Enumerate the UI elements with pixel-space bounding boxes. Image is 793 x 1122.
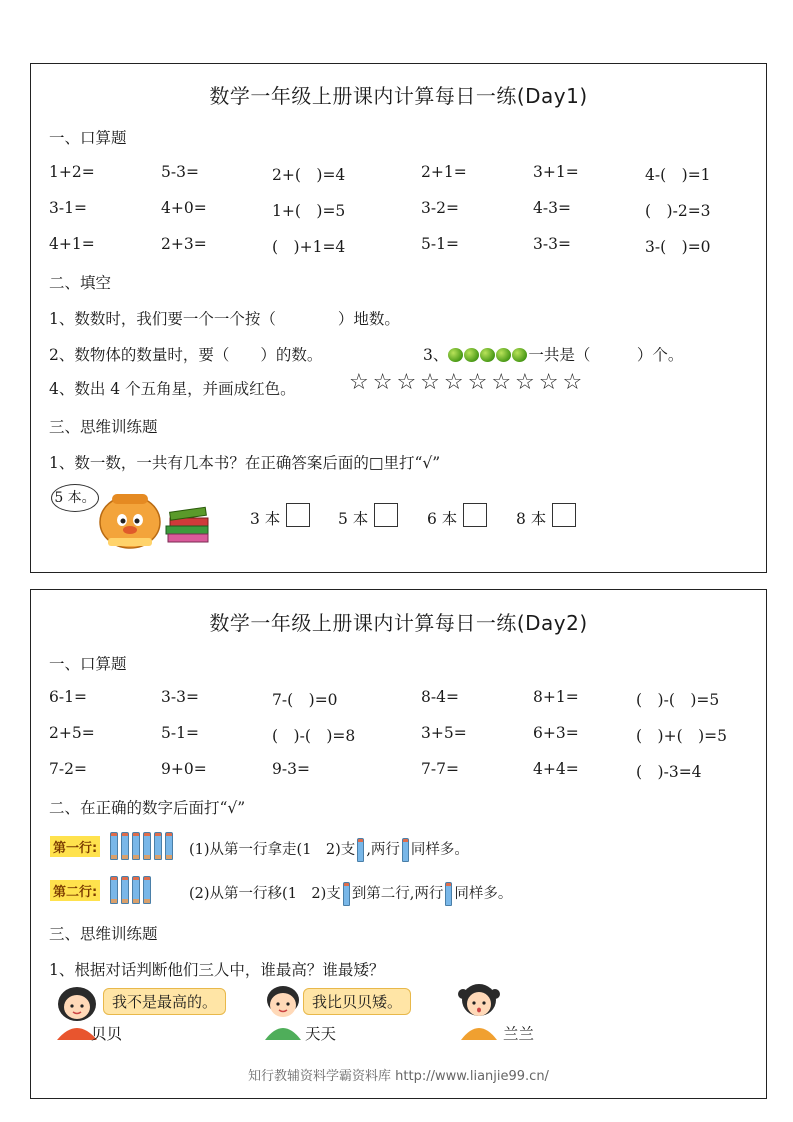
problem: 3+1= [533,163,579,181]
row-label-second: 第二行: [50,880,100,901]
problem: 3+5= [421,724,467,742]
section-heading: 三、思维训练题 [49,418,158,436]
answer-checkbox[interactable] [374,503,398,527]
problem: 4+0= [161,199,207,217]
problem: 7-7= [421,760,459,778]
problem: ( )-( )=5 [636,691,720,709]
q2-text-a: (2)从第一行移(1 2)支 [189,886,341,902]
problem: 5-3= [161,163,199,181]
footer-watermark: 知行教辅资料学霸资料库 http://www.lianjie99.cn/ [248,1069,549,1084]
fill-question-4: 4、数出 4 个五角星，并画成红色。 [49,380,296,398]
speech-bubble-text: 5 本。 [54,490,96,506]
problem: ( )+1=4 [272,238,346,256]
problem: 9-3= [272,760,310,778]
boy-tiantian-avatar [261,982,305,1040]
q1-text-b: ,两行 [366,842,400,858]
star-row-icon[interactable]: ☆☆☆☆☆☆☆☆☆☆ [349,370,587,395]
problem: 8+1= [533,688,579,706]
speech-bubble-tiantian: 我比贝贝矮。 [303,988,411,1015]
q2-text-b: 到第二行,两行 [351,886,444,902]
problem: ( )-( )=8 [272,727,356,745]
pencil-icon [402,838,409,862]
problem: 3-( )=0 [645,238,711,256]
problem: 3-2= [421,199,459,217]
problem: 4+1= [49,235,95,253]
fill-question-3-prefix: 3、 [423,346,449,364]
problem: 1+( )=5 [272,202,346,220]
problem: 6-1= [49,688,87,706]
problem: 3-3= [161,688,199,706]
pencil-icon [357,838,364,862]
backpack-and-books-illustration [86,488,216,550]
page-title: 数学一年级上册课内计算每日一练(Day2) [209,611,588,635]
problem: 1+2= [49,163,95,181]
fill-question-1: 1、数数时，我们要一个一个按（ ）地数。 [49,310,400,328]
name-beibei: 贝贝 [91,1025,123,1043]
thinking-question: 1、数一数，一共有几本书？在正确答案后面的□里打“√” [49,454,441,472]
problem: 4-3= [533,199,571,217]
section-heading: 二、填空 [49,274,112,292]
problem: 5-1= [421,235,459,253]
q2-text-c: 同样多。 [454,886,513,902]
option-label: 3 本 [250,510,281,528]
problem: 8-4= [421,688,459,706]
problem: 2+1= [421,163,467,181]
option-label: 6 本 [427,510,458,528]
girl-lanlan-avatar [455,980,503,1040]
answer-checkbox[interactable] [463,503,487,527]
fill-question-2: 2、数物体的数量时，要（ ）的数。 [49,346,323,364]
fill-question-3-suffix: 一共是（ ）个。 [528,346,684,364]
answer-checkbox[interactable] [552,503,576,527]
q1-text-a: (1)从第一行拿走(1 2)支 [189,842,356,858]
apples-icon [448,346,528,364]
q1-text-c: 同样多。 [410,842,469,858]
section-heading: 一、口算题 [49,655,127,673]
section-heading: 一、口算题 [49,129,127,147]
problem: 2+5= [49,724,95,742]
problem: 9+0= [161,760,207,778]
section-heading: 三、思维训练题 [49,925,158,943]
problem: ( )+( )=5 [636,727,728,745]
section-heading: 二、在正确的数字后面打“√” [49,799,246,817]
worksheet-day2 [30,589,767,1099]
problem: 3-3= [533,235,571,253]
pencil-icon [445,882,452,906]
name-tiantian: 天天 [305,1025,337,1043]
fill-question-3 [423,343,683,365]
name-lanlan: 兰兰 [503,1025,535,1043]
problem: 4-( )=1 [645,166,711,184]
problem: 4+4= [533,760,579,778]
thinking-question: 1、根据对话判断他们三人中，谁最高？谁最矮？ [49,961,385,979]
problem: 3-1= [49,199,87,217]
problem: 6+3= [533,724,579,742]
pencil-icon [343,882,350,906]
check-question-2 [189,882,512,906]
speech-bubble-beibei: 我不是最高的。 [103,988,226,1015]
problem: 7-2= [49,760,87,778]
pencils-row-2-icon [110,876,154,904]
pencils-row-1-icon [110,832,176,860]
option-label: 5 本 [338,510,369,528]
problem: 5-1= [161,724,199,742]
problem: 7-( )=0 [272,691,338,709]
problem: 2+3= [161,235,207,253]
page-title: 数学一年级上册课内计算每日一练(Day1) [209,84,588,108]
check-question-1 [189,838,469,862]
problem: 2+( )=4 [272,166,346,184]
problem: ( )-2=3 [645,202,711,220]
option-label: 8 本 [516,510,547,528]
worksheet-day1 [30,63,767,573]
row-label-first: 第一行: [50,836,100,857]
problem: ( )-3=4 [636,763,702,781]
answer-checkbox[interactable] [286,503,310,527]
